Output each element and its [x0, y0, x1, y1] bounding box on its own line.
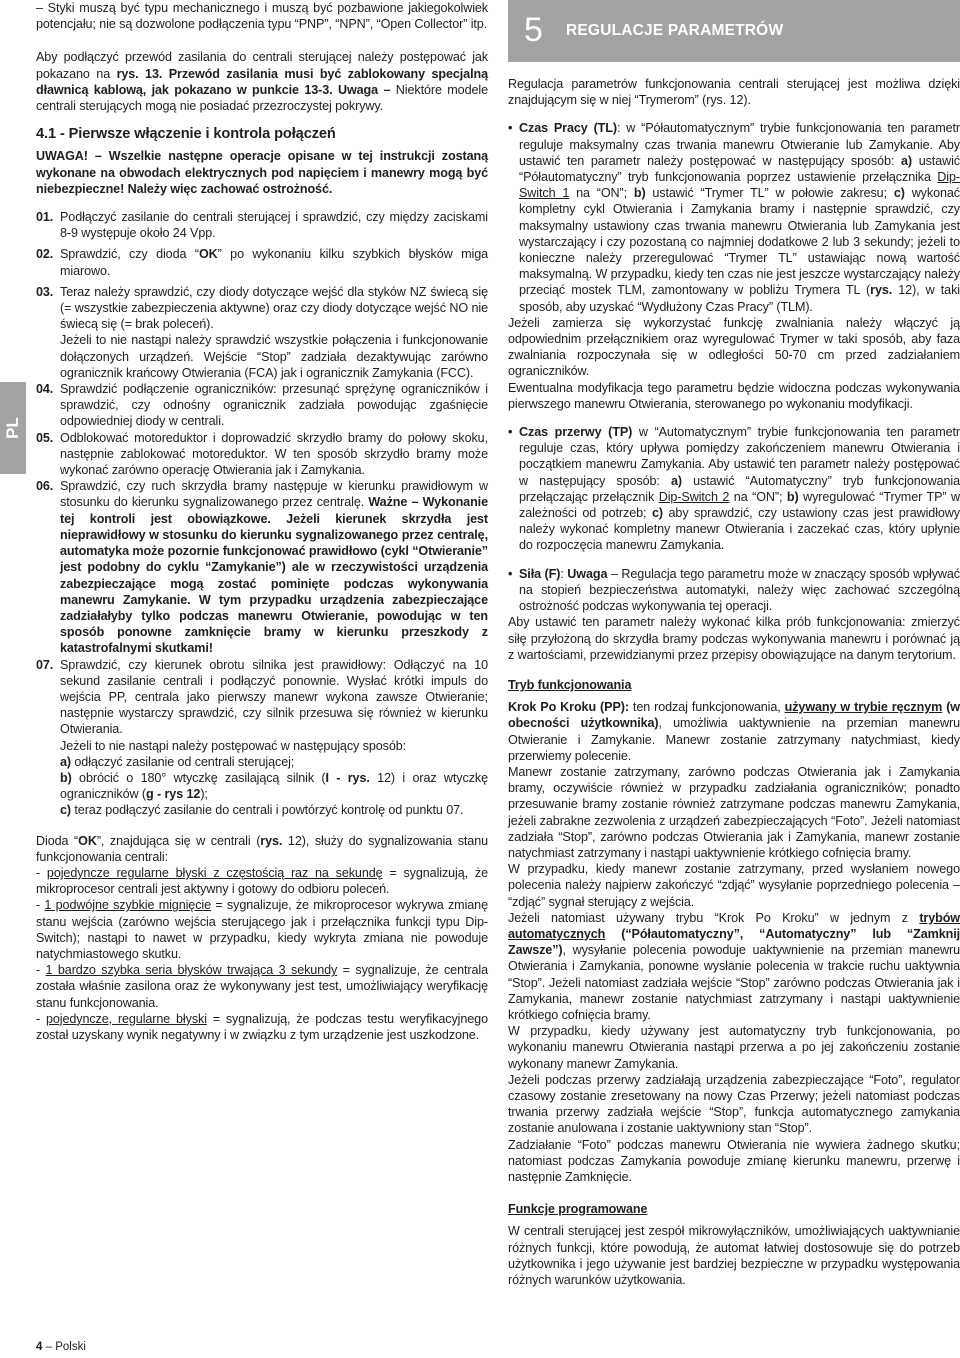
- step-06: 06. Sprawdzić, czy ruch skrzydła bramy następuje w kierunku prawidłowym w stosunku do kierunku sygnalizowanego przez centralę. Ważne – Wykonanie tej kontroli jest obowiązkowe. Jeżeli kierunek skrzydła jest nieprawidłowy w stosunku do kierunku sygnalizowanego przez centralę, automatyka może pozornie funkcjonować prawidłowo (cykl “Otwieranie” jest podobny do cyklu “Zamykanie”) ale w rzeczywistości urządzenia zabezpieczające mogą zostać pominięte podczas wykonywania manewru Zamykanie. W tym przypadku urządzenia zabezpieczające zadziałałyby tylko podczas manewru Otwieranie, powodując w ten sposób ponowne zamknięcie bramy w kierunku przeszkody z katastrofalnymi skutkami!: [36, 479, 488, 656]
- programmed-functions-heading: Funkcje programowane: [508, 1202, 648, 1217]
- step-07: 07. Sprawdzić, czy kierunek obrotu silnika jest prawidłowy: Odłączyć na 10 sekund zasilanie centrali i podłączyć ponownie. Wysłać krótki impuls do wejścia PP, centrala jako pierwszy manewr wykona zawsze Otwieranie; następnie wystarczy sprawdzić, czy silnik przesuwa się również w kierunku Otwierania. Jeżeli to nie nastąpi należy postępować w następujący sposób: a) odłączyć zasilanie od centrali sterującej; b) obrócić o 180° wtyczkę zasilającą silnik (I - rys. 12) i oraz wtyczkę ograniczników (g - rys 12); c) teraz podłączyć zasilanie do centrali i powtórzyć kontrolę od punktu 07.: [36, 657, 488, 818]
- intro-bullet: – Styki muszą być typu mechanicznego i muszą być pozbawione jakiegokolwiek potencjału; nie są dozwolone podłączenia typu “PNP”, “NPN”, “Open Collector” itp.: [36, 1, 488, 32]
- step-02: 02. Sprawdzić, czy dioda “OK” po wykonaniu kilku szybkich błysków miga miarowo.: [36, 247, 488, 278]
- left-column: [36, 0, 488, 1043]
- param-tl: • Czas Pracy (TL): w “Półautomatycznym” trybie funkcjonowania ten parametr reguluje maksymalny czas trwania manewru Otwieranie lub Zamykanie. Aby ustawić ten parametr należy postępować w następujący sposób: a) ustawić “Półautomatyczny” tryb funkcjonowania poprzez ustawienie przełącznika Dip-Switch 1 na “ON”; b) ustawić “Trymer TL” w połowie zakresu; c) wykonać kompletny cykl Otwierania i Zamykania bramy i następnie sprawdzić, czy maksymalny ustawiony czas trwania manewru Otwierania lub Zamykania jest wystarczający i czy pozostaną co najmniej dodatkowe 2 lub 3 sekundy; jeżeli to konieczne należy przeregulować “Trymer TL” ustawiając nową wartość maksymalną. W przypadku, kiedy ten czas nie jest jeszcze wystarczający należy przeciąć mostek TLM, zamontowany w pobliżu Trymera TL (rys. 12), w taki sposób, aby uzyskać “Wydłużony Czas Pracy” (TLM).: [508, 121, 960, 314]
- subsection-heading: 4.1 - Pierwsze włączenie i kontrola połączeń: [36, 126, 336, 143]
- footer-language: Polski: [55, 1341, 86, 1353]
- section-number: 5: [524, 11, 543, 49]
- signal-item: - pojedyncze regularne błyski z częstością raz na sekundę = sygnalizują, że mikroprocesor centrali jest aktywny i gotowy do odbioru poleceń.: [36, 865, 488, 897]
- param-force: • Siła (F): Uwaga – Regulacja tego parametru może w znaczący sposób wpływać na stopień bezpieczeństwa automatyki, należy więc zachować szczególną ostrożność podczas wykonywania tej operacji.: [508, 566, 960, 614]
- page-number: 4: [36, 1341, 43, 1353]
- warning-text: UWAGA! – Wszelkie następne operacje opisane w tej instrukcji zostaną wykonane na obwodach elektrycznych pod napięciem i manewry mogą być niebezpieczne! Należy więc zachować ostrożność.: [36, 149, 488, 196]
- signal-item: - 1 bardzo szybka seria błysków trwająca 3 sekundy = sygnalizuje, że centrala została właśnie zasilona oraz że wykonywany jest test, umożliwiający weryfikację stanu funkcjonowania.: [36, 963, 488, 1010]
- step-03: 03. Teraz należy sprawdzić, czy diody dotyczące wejść dla styków NZ świecą się (= wszystkie zabezpieczenia aktywne) oraz czy diody dotyczące wejść NO nie świecą się (= brak poleceń). Jeżeli to nie nastąpi należy sprawdzić wszystkie połączenia i funkcjonowanie dołączonych urządzeń. Wejście “Stop” zadziała dezaktywując zarówno ogranicznik krańcowy Otwierania (FCA) jak i ogranicznik Zamykania (FCC).: [36, 284, 488, 380]
- right-column: Regulacja parametrów funkcjonowania centrali sterującej jest możliwa dzięki znajdującym się w niej “Trymerom” (rys. 12). • Czas Pracy (TL): w “Półautomatycznym” trybie funkcjonowania ten parametr reguluje maksymalny czas trwania manewru Otwieranie lub Zamykanie. Aby ustawić ten parametr należy postępować w następujący sposób: a) ustawić “Półautomatyczny” tryb funkcjonowania poprzez ustawienie przełącznika Dip-Switch 1 na “ON”; b) ustawić “Trymer TL” w połowie zakresu; c) wykonać kompletny cykl Otwierania i Zamykania bramy i następnie sprawdzić, czy maksymalny ustawiony czas trwania manewru Otwierania lub Zamykania jest wystarczający i czy pozostaną co najmniej dodatkowe 2 lub 3 sekundy; jeżeli to konieczne należy przeregulować “Trymer TL” ustawiając nową wartość maksymalną. W przypadku, kiedy ten czas nie jest jeszcze wystarczający należy przeciąć mostek TLM, zamontowany w pobliżu Trymera TL (rys. 12), w taki sposób, aby uzyskać “Wydłużony Czas Pracy” (TLM). Jeżeli zamierza się wykorzystać funkcję zwalniania należy włączyć ją odpowiednim przełącznikiem oraz wyregulować Trymer w taki sposób, aby faza zwalniania rozpoczynała się w odległości 50-70 cm przed zadziałaniem ograniczników. Ewentualna modyfikacja tego parametru będzie widoczna podczas wykonywania pierwszego manewru Otwierania, sterowanego po wykonaniu modyfikacji. • Czas przerwy (TP) w “Automatycznym” trybie funkcjonowania ten parametr reguluje czas, który upływa pomiędzy zakończeniem manewru Otwierania i początkiem manewru Zamykania. Aby ustawić ten parametr należy postępować w następujący sposób: a) ustawić “Automatyczny” tryb funkcjonowania przełączając przełącznik Dip-Switch 2 na “ON”; b) wyregulować “Trymer TP” w zależności od potrzeb; c) aby sprawdzić, czy ustawiony czas jest prawidłowy należy wykonać kompletny manewr Otwierania i zaczekać czas, który upłynie do rozpoczęcia manewru Zamykania. • Siła (F): Uwaga – Regulacja tego parametru może w znaczący sposób wpływać na stopień bezpieczeństwa automatyki, należy więc zachować szczególną ostrożność podczas wykonywania tej operacji. Aby ustawić ten parametr należy wykonać kilka prób funkcjonowania: zmierzyć siłę przyłożoną do skrzydła bramy podczas wykonywania manewru i porównać ją z wartościami, przewidzianymi przez przepisy obowiązujące na danym terytorium. Tryb funkcjonowania Krok Po Kroku (PP): ten rodzaj funkcjonowania, używany w trybie ręcznym (w obecności użytkownika), umożliwia uaktywnienie na przemian manewru Otwieranie i Zamykanie. Manewr zostanie zatrzymany natychmiast, kiedy przerwiemy polecenie. Manewr zostanie zatrzymany, zarówno podczas Otwierania jak i Zamykania bramy, oczywiście również w przypadku zadziałania ograniczników; ponadto przesuwanie bramy zostanie również zatrzymane podczas manewru Zamykania, jeżeli zabrakne zezwolenia z urządzeń zabezpieczających “Foto”. Jeżeli natomiast zadziała “Stop”, zarówno podczas Otwierania jak i Zamykania, manewr zostanie natychmiast zatrzymany i nastąpi uaktywnienie krótkiego cofnięcia bramy. W przypadku, kiedy manewr zostanie zatrzymany, przed wysłaniem nowego polecenia należy najpierw zakończyć “zdjąć” wysyłanie poprzedniego polecenia – “zdjąć” sygnał sterujący z wejścia. Jeżeli natomiast używany trybu “Krok Po Kroku” w jednym z trybów automatycznych (“Półautomatyczny”, “Automatyczny” lub “Zamknij Zawsze”), wysyłanie polecenia powoduje uaktywnienie na przemian manewru Otwierania i Zamykania, ponowne wysłanie polecenia w trakcie ruchu uaktywnia “Stop”. Jeżeli natomiast zadziała wejście “Stop” zarówno podczas Otwierania jak i Zamykania, manewr zostanie natychmiast zatrzymany i nastąpi uaktywnienie krótkiego cofnięcia bramy. W przypadku, kiedy używany jest automatyczny tryb funkcjonowania, po wykonaniu manewru Otwierania nastąpi przerwa a po jej zakończeniu zostanie wykonany manewr Zamykania. Jeżeli podczas przerwy zadziałają urządzenia zabezpieczające “Foto”, regulator czasowy zostanie zresetowany na nowy Czas Przerwy; jeżeli natomiast podczas trwania przerwy zadziała wejście “Stop”, funkcja automatycznego zamykania zostanie anulowana i zostanie uaktywniony stan “Stop”. Zadziałanie “Foto” podczas manewru Otwierania nie wywiera żadnego skutku; natomiast podczas Zamykania powoduje zmianę kierunku manewru, przerwę i następnie Zamknięcie. Funkcje programowane W centrali sterującej jest zespół mikrowyłączników, umożliwiających uaktywnianie różnych funkcji, które powodują, że automat łatwiej dostosowuje się do potrzeb użytkownika i jego używanie jest bardziej bezpieczne w przypadku występowania różnych warunków użytkowania.: [508, 77, 960, 1288]
- power-cable-paragraph: Aby podłączyć przewód zasilania do centrali sterującej należy postępować jak pokazano na rys. 13. Przewód zasilania musi być zablokowany specjalną dławnicą kablową, jak pokazano w punkcie 13-3. Uwaga – Niektóre modele centrali sterujących mogą nie posiadać przezroczystej pokrywy.: [36, 50, 488, 114]
- language-tab-label: PL: [3, 417, 22, 439]
- programmed-functions-paragraph: W centrali sterującej jest zespół mikrowyłączników, umożliwiających uaktywnianie różnych funkcji, które powodują, że automat łatwiej dostosowuje się do potrzeb użytkownika i jego używanie jest bardziej bezpieczne w przypadku występowania różnych warunków użytkowania.: [508, 1224, 960, 1288]
- language-tab: [0, 382, 26, 474]
- section-title: REGULACJE PARAMETRÓW: [566, 22, 784, 39]
- mode-heading: Tryb funkcjonowania: [508, 677, 632, 692]
- param-tp: • Czas przerwy (TP) w “Automatycznym” trybie funkcjonowania ten parametr reguluje czas, który upływa pomiędzy zakończeniem manewru Otwierania i początkiem manewru Zamykania. Aby ustawić ten parametr należy postępować w następujący sposób: a) ustawić “Automatyczny” tryb funkcjonowania przełączając przełącznik Dip-Switch 2 na “ON”; b) wyregulować “Trymer TP” w zależności od potrzeb; c) aby sprawdzić, czy ustawiony czas jest prawidłowy należy wykonać kompletny manewr Otwierania i zaczekać czas, który upłynie do rozpoczęcia manewru Zamykania.: [508, 425, 960, 553]
- step-by-step-paragraph: Krok Po Kroku (PP): ten rodzaj funkcjonowania, używany w trybie ręcznym (w obecności użytkownika), umożliwia uaktywnienie na przemian manewru Otwieranie i Zamykanie. Manewr zostanie zatrzymany natychmiast, kiedy przerwiemy polecenie.: [508, 700, 960, 763]
- step-01: 01. Podłączyć zasilanie do centrali sterującej i sprawdzić, czy między zaciskami 8-9 występuje około 24 Vpp.: [36, 210, 488, 241]
- ok-led-paragraph: Dioda “OK”, znajdująca się w centrali (rys. 12), służy do sygnalizowania stanu funkcjonowania centrali:: [36, 833, 488, 864]
- signal-item: - 1 podwójne szybkie mignięcie = sygnalizuje, że mikroprocesor wykrywa zmianę stanu wejścia (zarówno wejścia sterującego jak i przełącznika funkcji typu Dip-Switch); nastąpi to nawet w przypadku, kiedy wykryta zmiana nie powoduje natychmiastowego skutku.: [36, 898, 488, 961]
- step-05: 05. Odblokować motoreduktor i doprowadzić skrzydło bramy do połowy skoku, następnie zablokować motoreduktor. W ten sposób skrzydło bramy może wykonać zarówno operację Otwierania jak i Zamykania.: [36, 430, 488, 478]
- signal-item: - pojedyncze, regularne błyski = sygnalizują, że podczas testu weryfikacyjnego został uzyskany wynik negatywny i w związku z tym urządzenie jest uszkodzone.: [36, 1011, 488, 1042]
- page-footer: 4 – Polski: [36, 1341, 86, 1353]
- regulation-intro: Regulacja parametrów funkcjonowania centrali sterującej jest możliwa dzięki znajdującym się w niej “Trymerom” (rys. 12).: [508, 77, 960, 108]
- step-04: 04. Sprawdzić podłączenie ograniczników: przesunąć sprężynę ograniczników i sprawdzić, czy odnośny ogranicznik zadziała powodując zgaśnięcie odpowiedniej diody w centrali.: [36, 382, 488, 429]
- section-header: [508, 0, 960, 62]
